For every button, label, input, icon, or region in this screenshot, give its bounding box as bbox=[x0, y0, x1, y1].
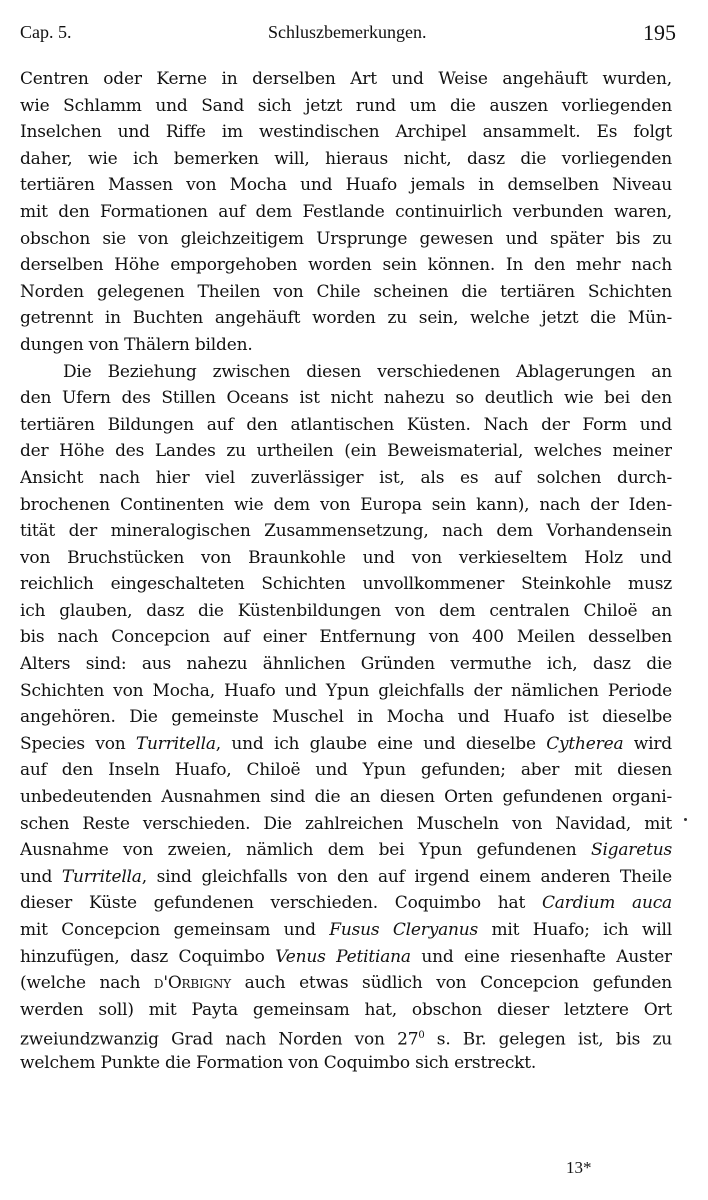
signature-mark: 13* bbox=[566, 1158, 592, 1177]
text-line: Norden gelegenen Theilen von Chile scheinen die tertiären Schichten bbox=[20, 281, 672, 302]
text-line: Alters sind: aus nahezu ähnlichen Gründen vermuthe ich, dasz die bbox=[20, 654, 672, 675]
text-line: den Ufern des Stillen Oceans ist nicht nahezu so deutlich wie bei den bbox=[20, 388, 672, 409]
text-line: hinzufügen, dasz Coquimbo Venus Petitiana und eine riesenhafte Auster bbox=[20, 946, 672, 967]
text-line: derselben Höhe emporgehoben worden sein können. In den mehr nach bbox=[20, 255, 672, 276]
text-line: angehören. Die gemeinste Muschel in Mocha und Huafo ist dieselbe bbox=[20, 707, 672, 728]
text-line: von Bruchstücken von Braunkohle und von verkieseltem Holz und bbox=[20, 547, 672, 568]
text-line: Species von Turritella, und ich glaube eine und dieselbe Cytherea wird bbox=[20, 733, 672, 754]
paragraph-start-line: Die Beziehung zwischen diesen verschiedenen Ablagerungen an bbox=[63, 361, 672, 382]
text-line: getrennt in Buchten angehäuft worden zu sein, welche jetzt die Mün- bbox=[20, 308, 672, 329]
print-speck bbox=[684, 818, 687, 821]
text-line: wie Schlamm und Sand sich jetzt rund um die auszen vorliegenden bbox=[20, 95, 672, 116]
text-line: Schichten von Mocha, Huafo und Ypun gleichfalls der nämlichen Periode bbox=[20, 680, 672, 701]
text-line: brochenen Continenten wie dem von Europa sein kann), nach der Iden- bbox=[20, 494, 672, 515]
species-name: Fusus Cleryanus bbox=[329, 920, 479, 940]
text-line: tertiären Bildungen auf den atlantischen Küsten. Nach der Form und bbox=[20, 414, 672, 435]
text-line: daher, wie ich bemerken will, hieraus nicht, dasz die vorliegenden bbox=[20, 148, 672, 169]
running-title: Schluszbemerkungen. bbox=[268, 22, 427, 42]
text-line: (welche nach d'Orbigny auch etwas südlich von Concepcion gefunden bbox=[20, 973, 672, 994]
text-line: und Turritella, sind gleichfalls von den auf irgend einem anderen Theile bbox=[20, 866, 672, 887]
species-name: Cytherea bbox=[546, 733, 624, 754]
paragraph-end-line: welchem Punkte die Formation von Coquimbo sich erstreckt. bbox=[20, 1052, 537, 1073]
species-name: Turritella bbox=[61, 866, 142, 887]
text-line: reichlich eingeschalteten Schichten unvollkommener Steinkohle musz bbox=[20, 574, 672, 595]
text-line: obschon sie von gleichzeitigem Ursprunge gewesen und später bis zu bbox=[20, 228, 672, 249]
text-line: zweiundzwanzig Grad nach Norden von $27^0$ s. Br. gelegen ist, bis zu bbox=[20, 1030, 672, 1050]
text-line: bis nach Concepcion auf einer Entfernung von 400 Meilen desselben bbox=[20, 627, 672, 648]
species-name: Venus Petitiana bbox=[275, 946, 411, 967]
author-name: d'Orbigny bbox=[153, 973, 231, 994]
text-line: werden soll) mit Payta gemeinsam hat, obschon dieser letztere Ort bbox=[20, 999, 672, 1020]
text-line: Inselchen und Riffe im westindischen Archipel ansammelt. Es folgt bbox=[20, 122, 672, 143]
paragraph-end-line: dungen von Thälern bilden. bbox=[20, 334, 253, 355]
text-line: tität der mineralogischen Zusammensetzung, nach dem Vorhandensein bbox=[20, 521, 672, 542]
text-line: dieser Küste gefundenen verschieden. Coquimbo hat Cardium auca bbox=[20, 893, 672, 914]
body-text bbox=[20, 66, 672, 1077]
text-line: mit Concepcion gemeinsam und Fusus Cleryanus mit Huafo; ich will bbox=[20, 920, 672, 940]
species-name: Sigaretus bbox=[591, 840, 672, 861]
text-line: der Höhe des Landes zu urtheilen (ein Beweismaterial, welches meiner bbox=[20, 441, 672, 462]
text-line: auf den Inseln Huafo, Chiloë und Ypun gefunden; aber mit diesen bbox=[20, 760, 672, 781]
species-name: Turritella bbox=[135, 733, 216, 754]
text-line: Ausnahme von zweien, nämlich dem bei Ypun gefundenen Sigaretus bbox=[20, 840, 672, 861]
text-line: schen Reste verschieden. Die zahlreichen Muscheln von Navidad, mit bbox=[20, 813, 672, 834]
text-line: ich glauben, dasz die Küstenbildungen von dem centralen Chiloë an bbox=[20, 600, 672, 621]
degree-mark: 0 bbox=[418, 1030, 425, 1042]
text-line: mit den Formationen auf dem Festlande continuirlich verbunden waren, bbox=[20, 201, 672, 222]
species-name: Cardium auca bbox=[541, 893, 672, 914]
text-line: unbedeutenden Ausnahmen sind die an diesen Orten gefundenen organi- bbox=[20, 787, 672, 808]
chapter-label: Cap. 5. bbox=[20, 22, 72, 42]
text-line: tertiären Massen von Mocha und Huafo jemals in demselben Niveau bbox=[20, 175, 672, 196]
text-line: Ansicht nach hier viel zuverlässiger ist, als es auf solchen durch- bbox=[20, 467, 672, 488]
text-line: Centren oder Kerne in derselben Art und Weise angehäuft wurden, bbox=[20, 69, 672, 89]
running-header bbox=[20, 18, 676, 48]
page-number: 195 bbox=[643, 20, 676, 45]
